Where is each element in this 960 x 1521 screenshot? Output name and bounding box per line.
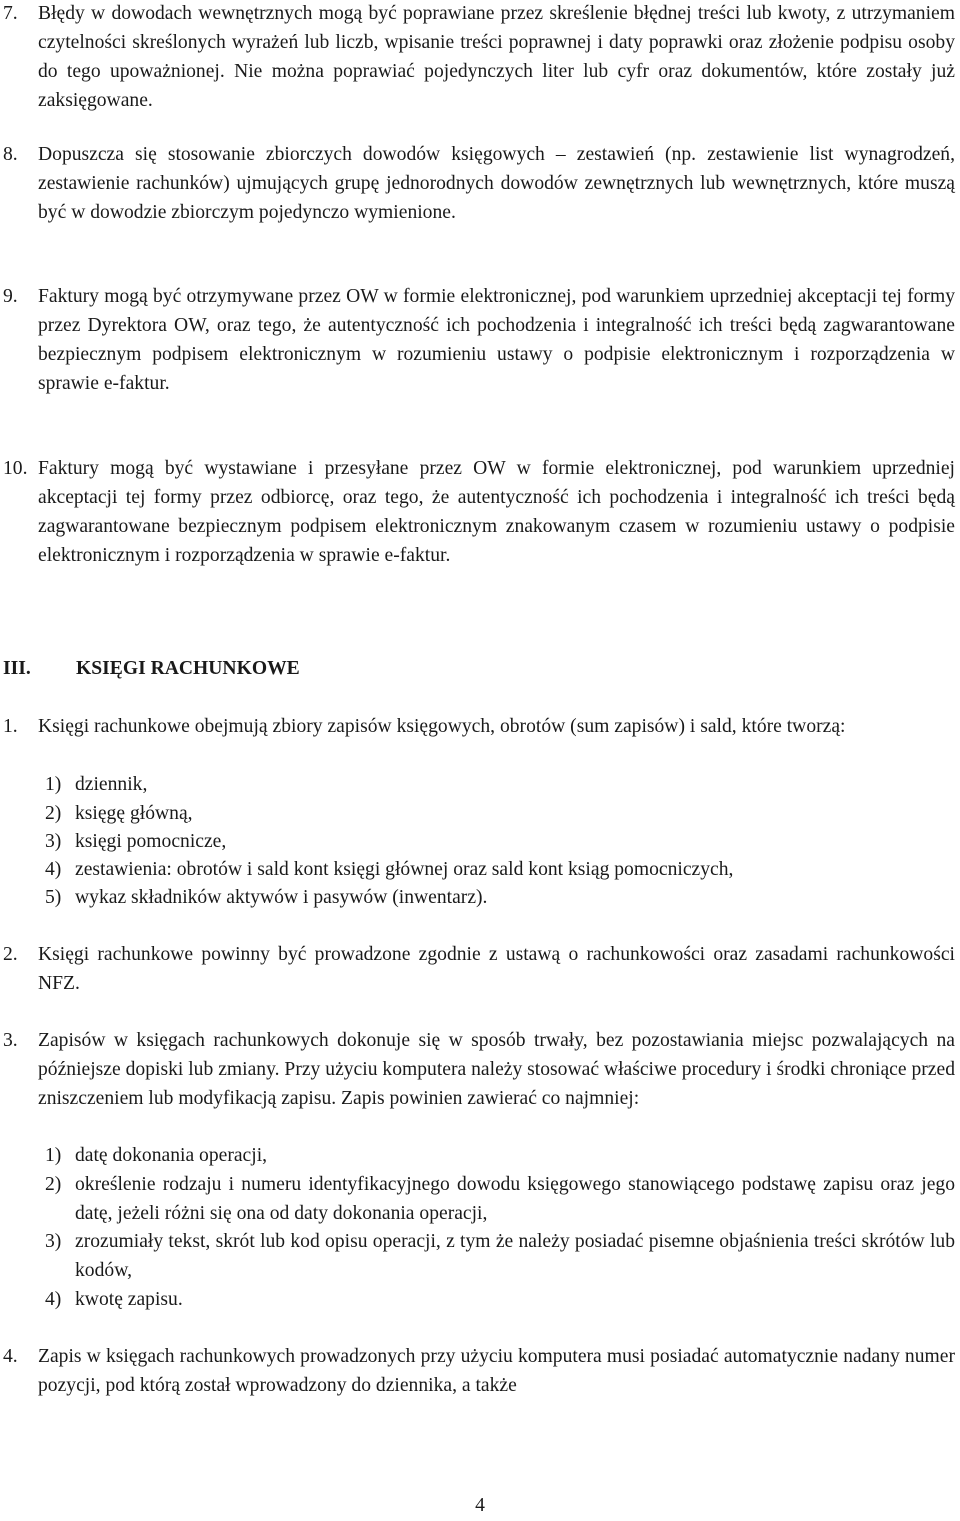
list-item-number: 2): [45, 803, 62, 824]
paragraph-text: Zapisów w księgach rachunkowych dokonuje się w sposób trwały, bez pozostawiania miejsc pozwalających na późniejsze dopiski lub zmiany. Przy użyciu komputera należy stosować właściwe procedury i środki chroniące przed zniszczeniem lub modyfikacją zapisu. Zapis powinien zawierać co najmniej:: [38, 1030, 955, 1109]
list-item-number: 3): [45, 1231, 62, 1252]
list-item-number: 3): [45, 831, 62, 852]
list-item-text: księgę główną,: [75, 803, 193, 824]
paragraph-number: 3.: [3, 1030, 18, 1051]
list-item-number: 4): [45, 1289, 62, 1310]
section-number: III.: [3, 658, 31, 679]
section-title: KSIĘGI RACHUNKOWE: [76, 658, 300, 679]
list-item: [38, 800, 955, 829]
paragraph-8: [0, 141, 955, 228]
list-item-number: 2): [45, 1174, 62, 1195]
paragraph-number: 9.: [3, 286, 18, 307]
paragraph-text: Faktury mogą być wystawiane i przesyłane przez OW w formie elektronicznej, pod warunkiem uprzedniej akceptacji tej formy przez odbiorcę, oraz tego, że autentyczność ich pochodzenia i integralność ich treści będą zagwarantowane bezpiecznym podpisem elektronicznym znakowanym czasem w rozumieniu ustawy o podpisie elektronicznym i rozporządzenia w sprawie e-faktur.: [38, 458, 955, 566]
paragraph-number: 2.: [3, 944, 18, 965]
list-item-text: kwotę zapisu.: [75, 1289, 183, 1310]
list-item-text: zestawienia: obrotów i sald kont księgi głównej oraz sald kont ksiąg pomocniczych,: [75, 859, 734, 880]
paragraph-2: [0, 941, 955, 999]
paragraph-text: Zapis w księgach rachunkowych prowadzonych przy użyciu komputera musi posiadać automatycznie nadany numer pozycji, pod którą został wprowadzony do dziennika, a także: [38, 1346, 955, 1396]
paragraph-text: Błędy w dowodach wewnętrznych mogą być poprawiane przez skreślenie błędnej treści lub kwoty, z utrzymaniem czytelności skreślonych wyrażeń lub liczb, wpisanie treści poprawnej i daty poprawki oraz złożenie podpisu osoby do tego upoważnionej. Nie można poprawiać pojedynczych liter lub cyfr oraz dokumentów, które zostały już zaksięgowane.: [38, 3, 955, 111]
paragraph-3: [0, 1027, 955, 1114]
list-item-text: księgi pomocnicze,: [75, 831, 227, 852]
paragraph-7: [0, 0, 955, 116]
paragraph-number: 7.: [3, 3, 18, 24]
list-item: [38, 1228, 955, 1286]
list-item: [38, 1286, 955, 1315]
paragraph-1: [0, 713, 955, 742]
paragraph-number: 1.: [3, 716, 18, 737]
list-item: [38, 828, 955, 857]
paragraph-number: 8.: [3, 144, 18, 165]
list-item: [38, 884, 955, 913]
list-item-text: określenie rodzaju i numeru identyfikacyjnego dowodu księgowego stanowiącego podstawę zapisu oraz jego datę, jeżeli różni się ona od daty dokonania operacji,: [75, 1174, 955, 1224]
list-item-text: dziennik,: [75, 774, 148, 795]
list-item-number: 1): [45, 1145, 62, 1166]
paragraph-number: 10.: [3, 458, 28, 479]
paragraph-9: [0, 283, 955, 399]
paragraph-text: Faktury mogą być otrzymywane przez OW w formie elektronicznej, pod warunkiem uprzedniej akceptacji tej formy przez Dyrektora OW, oraz tego, że autentyczność ich pochodzenia i integralność ich treści będą zagwarantowane bezpiecznym podpisem elektronicznym w rozumieniu ustawy o podpisie elektronicznym i rozporządzenia w sprawie e-faktur.: [38, 286, 955, 394]
paragraph-text: Księgi rachunkowe obejmują zbiory zapisów księgowych, obrotów (sum zapisów) i sald, które tworzą:: [38, 716, 846, 737]
list-item-text: wykaz składników aktywów i pasywów (inwentarz).: [75, 887, 488, 908]
paragraph-text: Dopuszcza się stosowanie zbiorczych dowodów księgowych – zestawień (np. zestawienie list wynagrodzeń, zestawienie rachunków) ujmujących grupę jednorodnych dowodów zewnętrznych lub wewnętrznych, które muszą być w dowodzie zbiorczym pojedynczo wymienione.: [38, 144, 955, 223]
list-item: [38, 856, 955, 885]
list-item-text: datę dokonania operacji,: [75, 1145, 268, 1166]
page-number: 4: [475, 1495, 485, 1516]
list-item: [38, 1142, 955, 1171]
list-item: [38, 771, 955, 800]
list-item-number: 1): [45, 774, 62, 795]
list-item: [38, 1171, 955, 1229]
paragraph-10: [0, 455, 955, 571]
list-item-number: 4): [45, 859, 62, 880]
paragraph-number: 4.: [3, 1346, 18, 1367]
paragraph-4: [0, 1343, 955, 1401]
list-item-text: zrozumiały tekst, skrót lub kod opisu operacji, z tym że należy posiadać pisemne objaśnienia treści skrótów lub kodów,: [75, 1231, 955, 1281]
list-item-number: 5): [45, 887, 62, 908]
paragraph-text: Księgi rachunkowe powinny być prowadzone zgodnie z ustawą o rachunkowości oraz zasadami rachunkowości NFZ.: [38, 944, 955, 994]
